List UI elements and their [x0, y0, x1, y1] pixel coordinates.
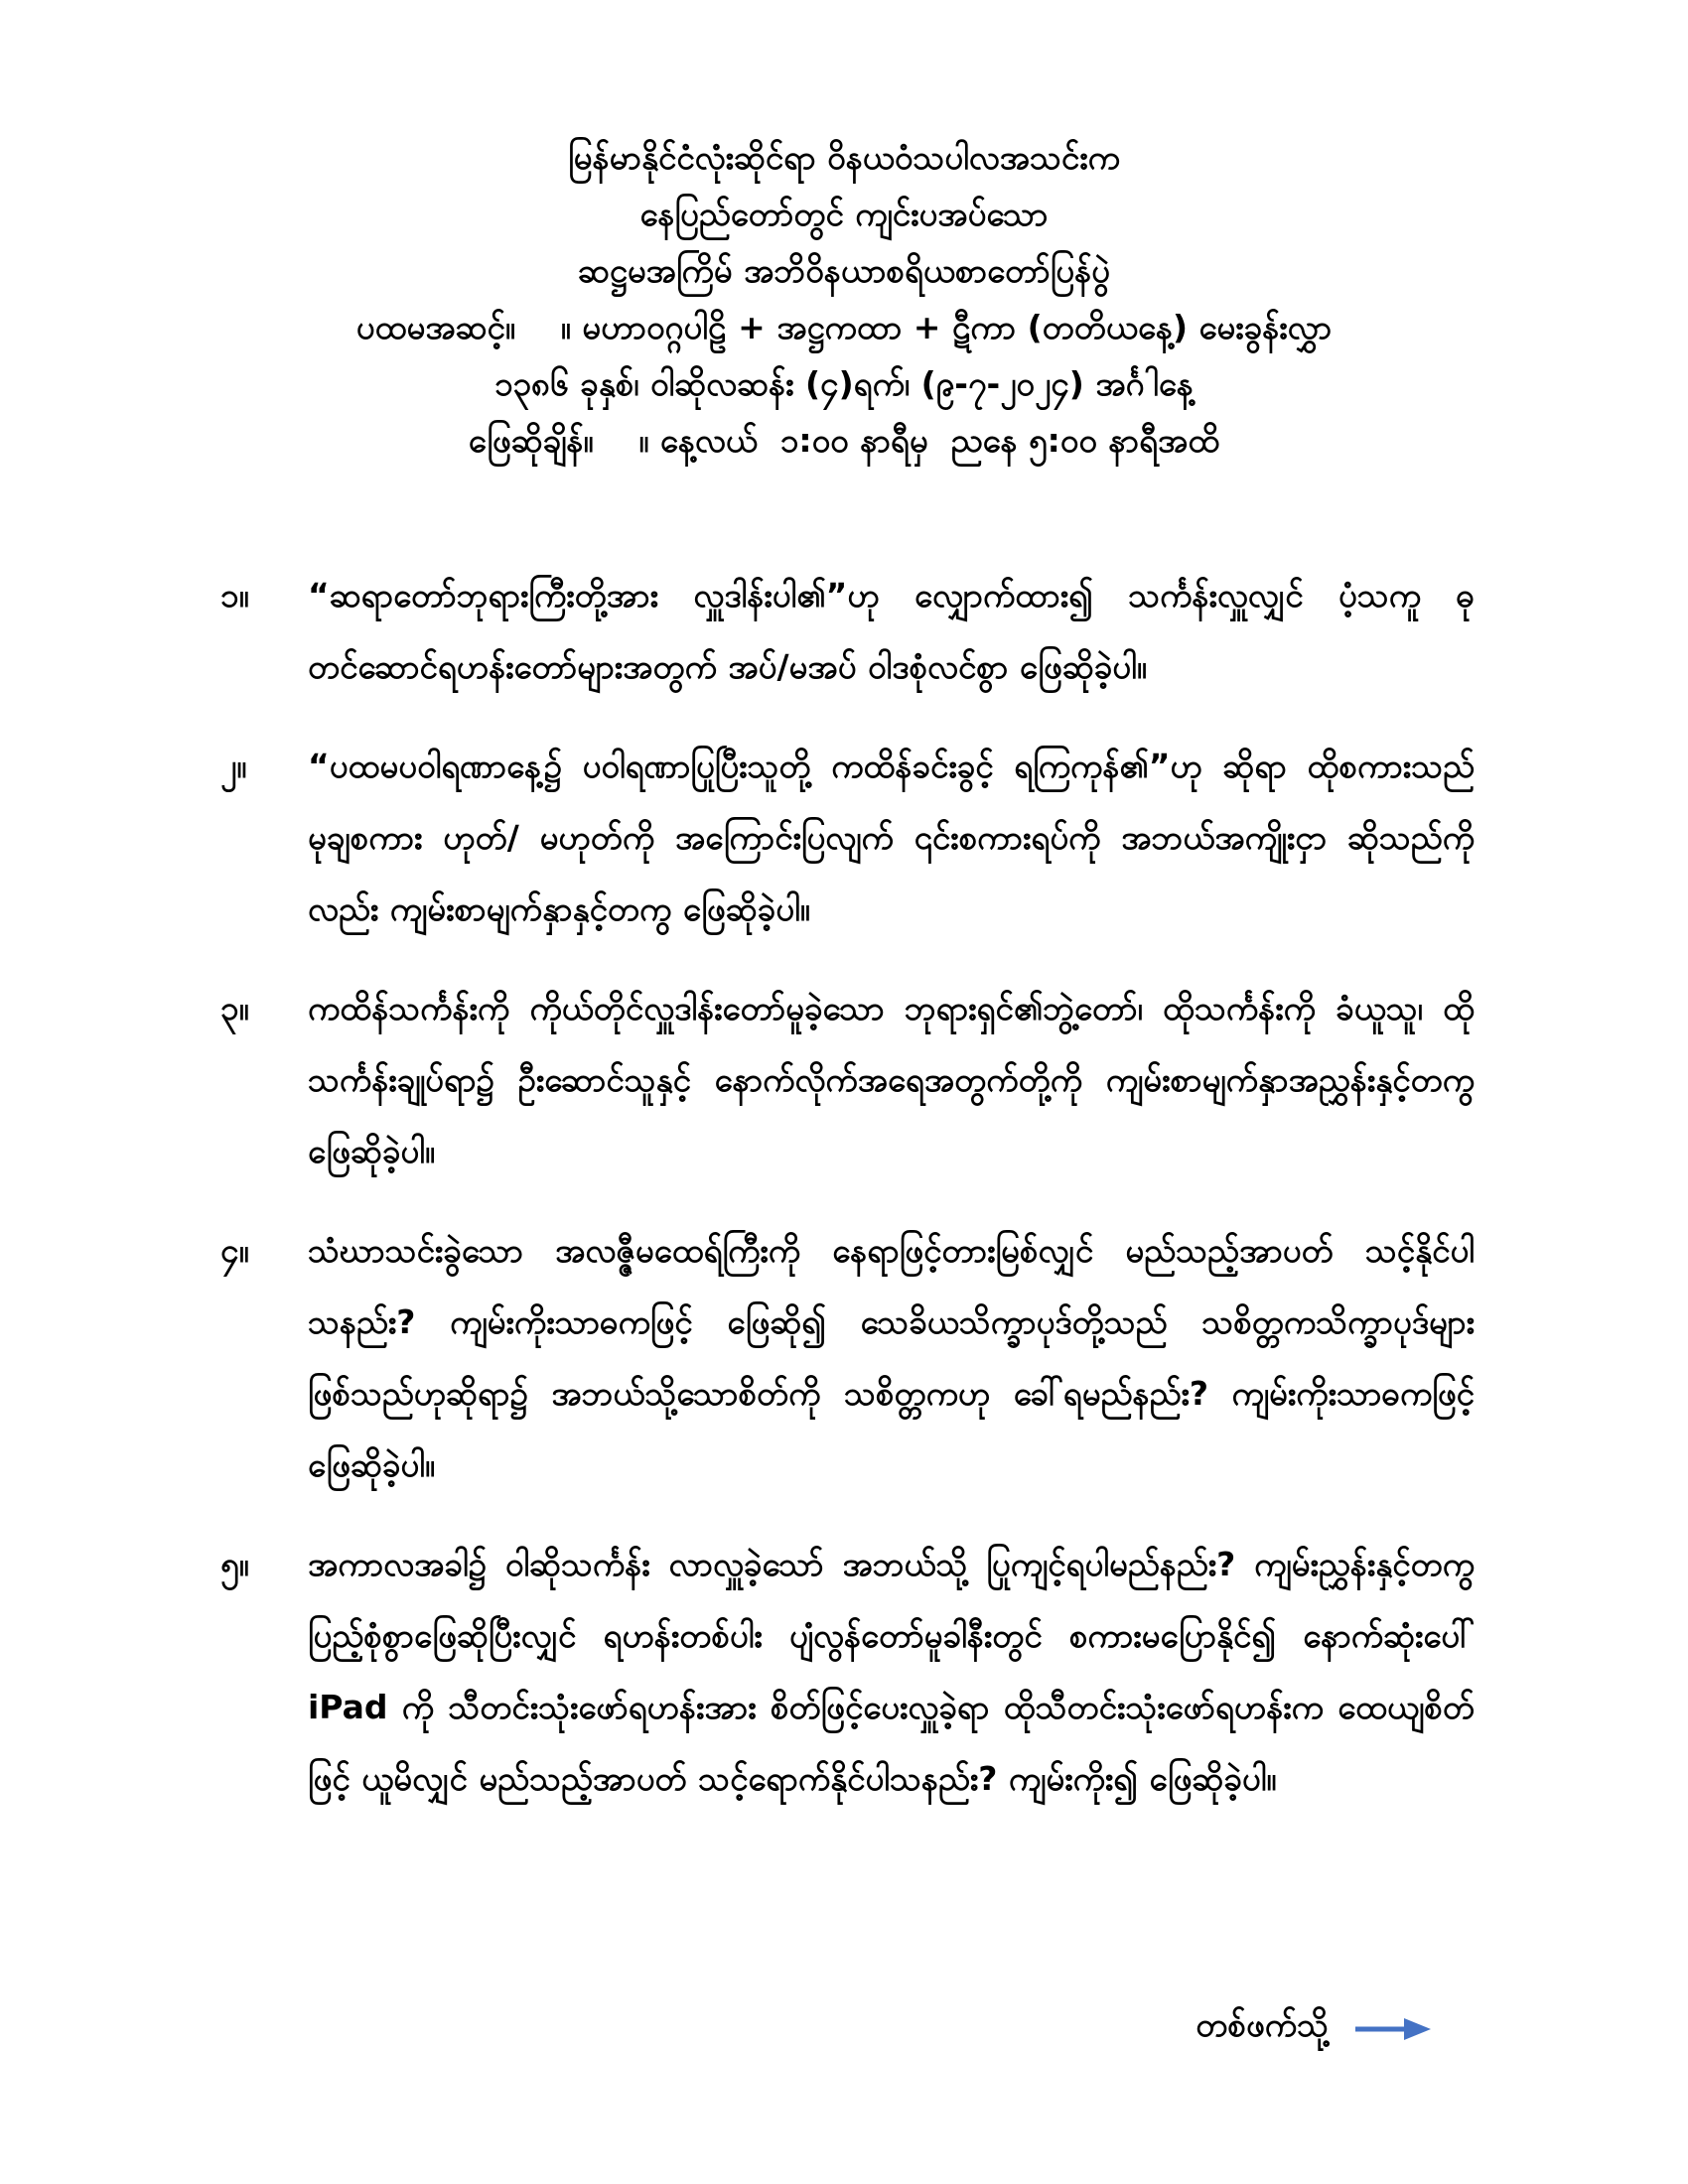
page-footer [1196, 2004, 1432, 2053]
question-item-2 [220, 731, 1475, 945]
question-text: အကာလအခါ၌ ဝါဆိုသင်္ကန်း လာလှူခဲ့သော် အဘယ်သို့ ပြုကျင့်ရပါမည်နည်း? ကျမ်းညွှန်းနှင့်တကွ ပြည့်စုံစွာဖြေဆိုပြီးလျှင် ရဟန်းတစ်ပါး ပျံလွန်တော်မူခါနီးတွင် စကားမပြောနိုင်၍ နောက်ဆုံးပေါ် iPad ကို သီတင်းသုံးဖော်ရဟန်းအား စိတ်ဖြင့်ပေးလှူခဲ့ရာ ထိုသီတင်းသုံးဖော်ရဟန်းက ထေယျစိတ်ဖြင့် ယူမိလျှင် မည်သည့်အာပတ် သင့်ရောက်နိုင်ပါသနည်း? ကျမ်းကိုး၍ ဖြေဆိုခဲ့ပါ။ [308, 1545, 1475, 1798]
right-arrow-icon [1354, 2016, 1432, 2042]
question-number: ၁။ [220, 576, 249, 614]
question-item-5 [220, 1529, 1475, 1815]
question-number: ၅။ [220, 1545, 249, 1583]
header-exam-title: ဆဋ္ဌမအကြိမ် အဘိဝိနယာစရိယစာတော်ပြန်ပွဲ [578, 251, 1110, 290]
question-list [220, 560, 1475, 1815]
question-item-1 [220, 560, 1475, 703]
question-number: ၂။ [220, 747, 247, 785]
question-text: “ပထမပဝါရဏာနေ့၌ ပဝါရဏာပြုပြီးသူတို့ ကထိန်ခင်းခွင့် ရကြကုန်၏”ဟု ဆိုရာ ထိုစကားသည် မုချစကား ဟုတ်/ မဟုတ်ကို အကြောင်းပြလျက် ၎င်းစကားရပ်ကို အဘယ်အကျိုးငှာ ဆိုသည်ကိုလည်း ကျမ်းစာမျက်နှာနှင့်တကွ ဖြေဆိုခဲ့ပါ။ [308, 747, 1475, 928]
question-text: သံဃာသင်းခွဲသော အလဇ္ဇီမထေရ်ကြီးကို နေရာဖြင့်တားမြစ်လျှင် မည်သည့်အာပတ် သင့်နိုင်ပါသနည်း? ကျမ်းကိုးသာဓကဖြင့် ဖြေဆို၍ သေခိယသိက္ခာပုဒ်တို့သည် သစိတ္တကသိက္ခာပုဒ်များ ဖြစ်သည်ဟုဆိုရာ၌ အဘယ်သို့သောစိတ်ကို သစိတ္တကဟု ခေါ်ရမည်နည်း? ကျမ်းကိုးသာဓကဖြင့် ဖြေဆိုခဲ့ပါ။ [308, 1231, 1475, 1484]
question-text: “ဆရာတော်ဘုရားကြီးတို့အား လှူဒါန်းပါ၏”ဟု လျှောက်ထား၍ သင်္ကန်းလှူလျှင် ပံ့သကူ ဓုတင်ဆောင်ရဟန်းတော်များအတွက် အပ်/မအပ် ဝါဒစုံလင်စွာ ဖြေဆိုခဲ့ပါ။ [308, 576, 1475, 686]
header-organization: မြန်မာနိုင်ငံလုံးဆိုင်ရာ ဝိနယဝံသပါလအသင်းက [568, 138, 1120, 177]
next-page-label: တစ်ဖက်သို့ [1196, 2005, 1329, 2044]
header-exam-time: ဖြေဆိုချိန်။ ။ နေ့လယ် ၁:၀၀ နာရီမှ ညနေ ၅:၀၀ နာရီအထိ [468, 421, 1220, 460]
question-item-3 [220, 973, 1475, 1187]
header-venue: နေပြည်တော်တွင် ကျင်းပအပ်သော [639, 195, 1049, 233]
header-level-subject: ပထမအဆင့်။ ။ မဟာဝဂ္ဂပါဠိ + အဋ္ဌကထာ + ဋီကာ (တတိယနေ့) မေးခွန်းလွှာ [355, 308, 1333, 346]
question-number: ၄။ [220, 1231, 249, 1270]
question-text: ကထိန်သင်္ကန်းကို ကိုယ်တိုင်လှူဒါန်းတော်မူခဲ့သော ဘုရားရှင်၏ဘွဲ့တော်၊ ထိုသင်္ကန်းကို ခံယူသူ၊ ထိုသင်္ကန်းချုပ်ရာ၌ ဦးဆောင်သူနှင့် နောက်လိုက်အရေအတွက်တို့ကို ကျမ်းစာမျက်နှာအညွှန်းနှင့်တကွ ဖြေဆိုခဲ့ပါ။ [308, 989, 1475, 1170]
document-header [0, 0, 1688, 469]
question-item-4 [220, 1215, 1475, 1501]
question-number: ၃။ [220, 989, 249, 1027]
header-date: ၁၃၈၆ ခုနှစ်၊ ဝါဆိုလဆန်း (၄)ရက်၊ (၉-၇-၂၀၂၄) အင်္ဂါနေ့ [494, 364, 1194, 403]
